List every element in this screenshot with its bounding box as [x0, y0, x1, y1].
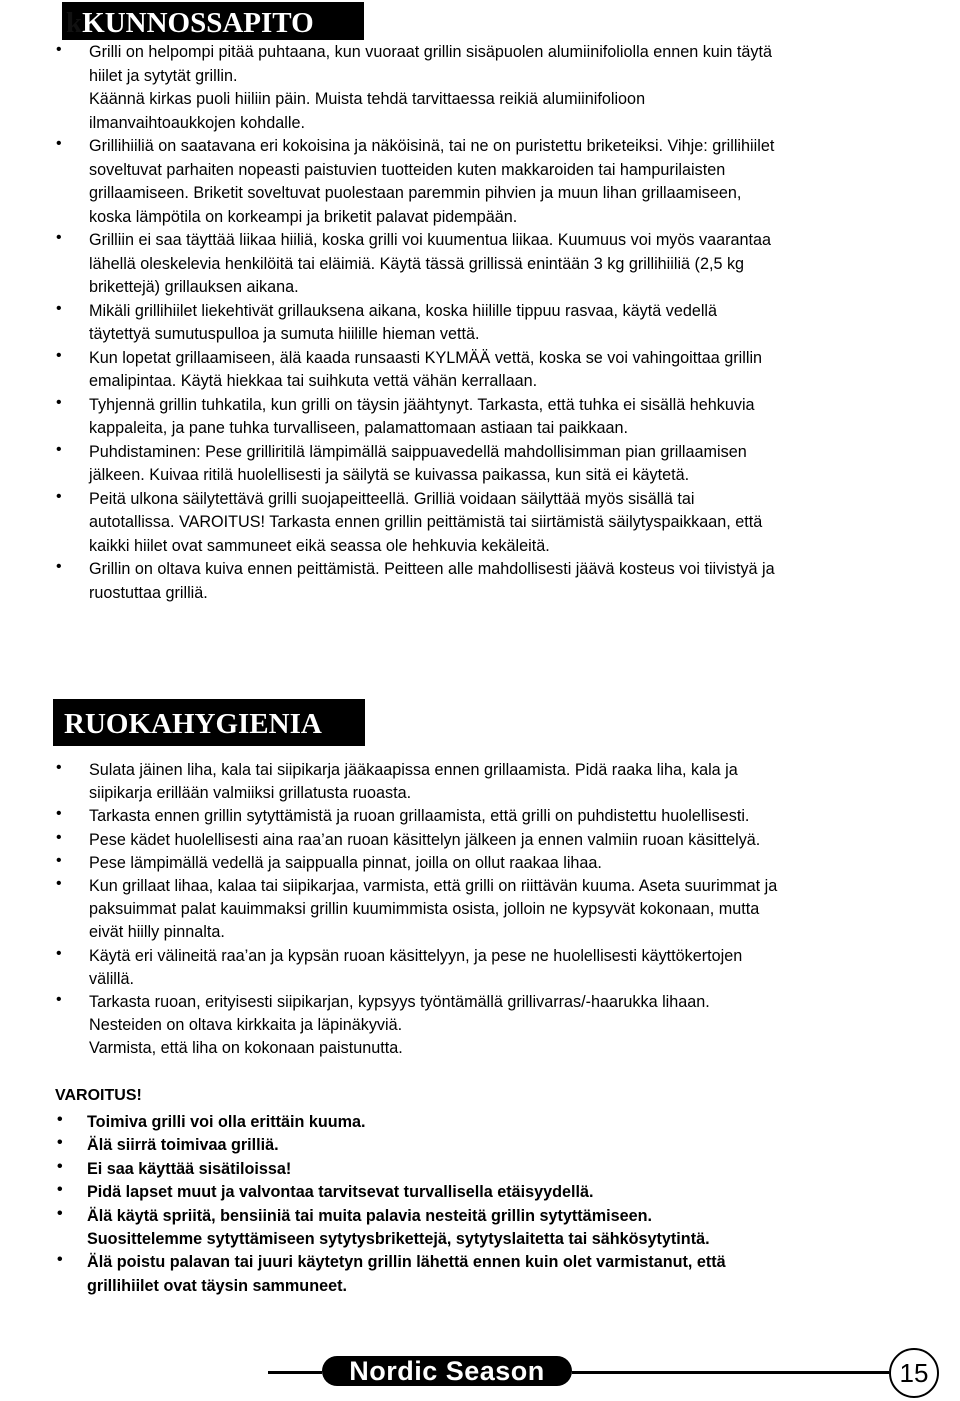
bullet-icon: •	[56, 944, 62, 962]
list-item	[0, 394, 960, 441]
bullet-icon: •	[57, 1157, 63, 1175]
bullet-icon: •	[56, 828, 62, 846]
bullet-icon: •	[57, 1204, 63, 1222]
bullet-icon: •	[56, 558, 62, 575]
text-line: Pese kädet huolellisesti aina raa’an ruoan käsittelyn jälkeen ja ennen valmiin ruoan käsittelyä.	[89, 830, 761, 849]
maintenance-title: KUNNOSSAPITO	[82, 7, 314, 39]
text-line: Tarkasta ennen grillin sytyttämistä ja ruoan grillaamista, että grilli on puhdistettu huolellisesti.	[89, 807, 750, 826]
list-item	[0, 991, 960, 1061]
warning-list	[0, 1111, 960, 1298]
text-line: Toimiva grilli voi olla erittäin kuuma.	[87, 1113, 366, 1131]
list-item	[0, 875, 960, 945]
heading-stray-letter: k	[66, 7, 83, 39]
brand-logo: Nordic Season	[322, 1356, 572, 1386]
bullet-icon: •	[57, 1111, 63, 1128]
bullet-icon: •	[56, 874, 62, 892]
maintenance-heading	[62, 2, 364, 40]
text-line: kaikki hiilet ovat sammuneet eikä seassa ole hehkuvia kekäleitä.	[89, 536, 550, 555]
bullet-icon: •	[56, 851, 62, 869]
list-item	[0, 347, 960, 394]
bullet-icon: •	[56, 440, 62, 458]
list-item	[0, 852, 960, 875]
list-item	[0, 558, 960, 605]
text-line: Grillihiiliä on saatavana eri kokoisina ja näköisinä, tai ne on puristettu briketeiksi. Vihje: grillihiilet	[89, 137, 775, 155]
text-line: Suosittelemme sytyttämiseen sytytysbrikettejä, sytytyslaitetta tai sähkösytytintä.	[87, 1229, 710, 1248]
text-line: hiilet ja sytytät grillin.	[89, 66, 238, 85]
text-line: täytettyä sumutuspulloa ja sumuta hiilille hieman vettä.	[89, 325, 480, 343]
page-number: 15	[889, 1348, 939, 1398]
text-line: Älä poistu palavan tai juuri käytetyn grillin lähettä ennen kuin olet varmistanut, että	[87, 1253, 726, 1272]
food-hygiene-title: RUOKAHYGIENIA	[64, 708, 322, 740]
text-line: Grilliin ei saa täyttää liikaa hiiliä, koska grilli voi kuumentua liikaa. Kuumuus voi myös vaarantaa	[89, 231, 771, 249]
text-line: Älä käytä spriitä, bensiiniä tai muita palavia nesteitä grillin sytyttämiseen.	[87, 1206, 652, 1225]
text-line: jälkeen. Kuivaa ritilä huolellisesti ja säilytä se kuivassa paikassa, kun sitä ei käytetä.	[89, 466, 690, 484]
text-line: Käännä kirkas puoli hiiliin päin. Muista tehdä tarvittaessa reikiä alumiinifolioon	[89, 90, 646, 108]
text-line: kappaleita, ja pane tuhka turvalliseen, palamattomaan astiaan tai paikkaan.	[89, 419, 629, 437]
text-line: Grillin on oltava kuiva ennen peittämistä. Peitteen alle mahdollisesti jäävä kosteus voi tiivistyä ja	[89, 560, 775, 578]
text-line: Nesteiden on oltava kirkkaita ja läpinäkyviä.	[89, 1016, 403, 1035]
bullet-icon: •	[56, 805, 62, 823]
bullet-icon: •	[56, 346, 62, 364]
text-line: Käytä eri välineitä raa’an ja kypsän ruoan käsittelyyn, ja pese ne huolellisesti käyttökertojen	[89, 946, 743, 965]
footer-rule-left	[268, 1371, 322, 1374]
list-item	[0, 1111, 960, 1134]
bullet-icon: •	[56, 487, 62, 505]
list-item	[0, 945, 960, 991]
text-line: Tyhjennä grillin tuhkatila, kun grilli on täysin jäähtynyt. Tarkasta, että tuhka ei sisällä hehkuvia	[89, 395, 755, 414]
text-line: Tarkasta ruoan, erityisesti siipikarjan, kypsyys työntämällä grillivarras/-haarukka lihaan.	[89, 992, 710, 1011]
text-line: Varmista, että liha on kokonaan paistunutta.	[89, 1039, 403, 1058]
warning-title: VAROITUS!	[55, 1087, 142, 1104]
text-line: Sulata jäinen liha, kala tai siipikarja jääkaapissa ennen grillaamista. Pidä raaka liha, kala ja	[89, 761, 738, 779]
bullet-icon: •	[56, 299, 62, 317]
list-item	[0, 1251, 960, 1298]
text-line: paksuimmat palat kauimmaksi grillin kuumimmista osista, jolloin ne kypsyvät kokonaan, mutta	[89, 900, 760, 919]
text-line: emalipintaa. Käytä hiekkaa tai suihkuta vettä vähän kerrallaan.	[89, 372, 538, 390]
maintenance-list	[0, 41, 960, 605]
bullet-icon: •	[56, 990, 62, 1008]
text-line: Kun lopetat grillaamiseen, älä kaada runsaasti KYLMÄÄ vettä, koska se voi vahingoittaa grillin	[89, 348, 763, 367]
list-item	[0, 805, 960, 828]
bullet-icon: •	[56, 135, 62, 152]
bullet-icon: •	[56, 229, 62, 246]
text-line: ilmanvaihtoaukkojen kohdalle.	[89, 113, 305, 132]
text-line: Pese lämpimällä vedellä ja saippualla pinnat, joilla on ollut raakaa lihaa.	[89, 853, 602, 872]
text-line: Kun grillaat lihaa, kalaa tai siipikarjaa, varmista, että grilli on riittävän kuuma. Aseta suurimmat ja	[89, 876, 778, 895]
text-line: soveltuvat parhaiten nopeasti paistuvien tuotteiden kuten makkaroiden tai hampurilaisten	[89, 160, 726, 179]
text-line: eivät hiilly pinnalta.	[89, 923, 225, 942]
list-item	[0, 829, 960, 852]
text-line: lähellä oleskelevia henkilöitä tai eläimiä. Käytä tässä grillissä enintään 3 kg grillihiiliä (2,5 kg	[89, 254, 745, 273]
food-hygiene-list	[0, 759, 960, 1060]
list-item	[0, 1134, 960, 1157]
list-item	[0, 135, 960, 229]
footer-rule-right	[572, 1371, 889, 1374]
text-line: Älä siirrä toimivaa grilliä.	[87, 1136, 279, 1155]
text-line: grillaamiseen. Briketit soveltuvat puolestaan paremmin pihvien ja muun lihan grillaamiseen,	[89, 184, 742, 202]
text-line: Pidä lapset muut ja valvontaa tarvitsevat turvallisella etäisyydellä.	[87, 1183, 594, 1202]
text-line: siipikarja erillään valmiiksi grillatusta ruoasta.	[89, 784, 412, 803]
text-line: Grilli on helpompi pitää puhtaana, kun vuoraat grillin sisäpuolen alumiinifoliolla ennen kuin täytä	[89, 43, 772, 61]
bullet-icon: •	[56, 41, 62, 58]
text-line: Ei saa käyttää sisätiloissa!	[87, 1159, 292, 1178]
bullet-icon: •	[57, 1134, 63, 1152]
text-line: Peitä ulkona säilytettävä grilli suojapeitteellä. Grilliä voidaan säilyttää myös sisällä tai	[89, 489, 695, 508]
list-item	[0, 1205, 960, 1252]
text-line: Puhdistaminen: Pese grilliritilä lämpimällä saippuavedellä mahdollisimman pian grillaamisen	[89, 442, 747, 461]
bullet-icon: •	[57, 1251, 63, 1269]
text-line: Mikäli grillihiilet liekehtivät grillauksena aikana, koska hiilille tippuu rasvaa, käytä vedellä	[89, 301, 718, 320]
text-line: koska lämpötila on korkeampi ja briketit palavat pidempään.	[89, 207, 518, 226]
text-line: ruostuttaa grilliä.	[89, 583, 208, 602]
list-item	[0, 300, 960, 347]
food-hygiene-heading	[53, 699, 365, 746]
bullet-icon: •	[56, 393, 62, 411]
list-item	[0, 1181, 960, 1204]
text-line: grillihiilet ovat täysin sammuneet.	[87, 1276, 347, 1295]
list-item	[0, 488, 960, 559]
list-item	[0, 229, 960, 300]
text-line: autotallissa. VAROITUS! Tarkasta ennen grillin peittämistä tai siirtämistä säilytyspaikkaan, että	[89, 513, 763, 531]
list-item	[0, 759, 960, 805]
list-item	[0, 1158, 960, 1181]
list-item	[0, 41, 960, 135]
list-item	[0, 441, 960, 488]
text-line: brikettejä) grillauksen aikana.	[89, 278, 299, 296]
bullet-icon: •	[57, 1181, 63, 1199]
bullet-icon: •	[56, 759, 62, 776]
text-line: välillä.	[89, 969, 134, 988]
